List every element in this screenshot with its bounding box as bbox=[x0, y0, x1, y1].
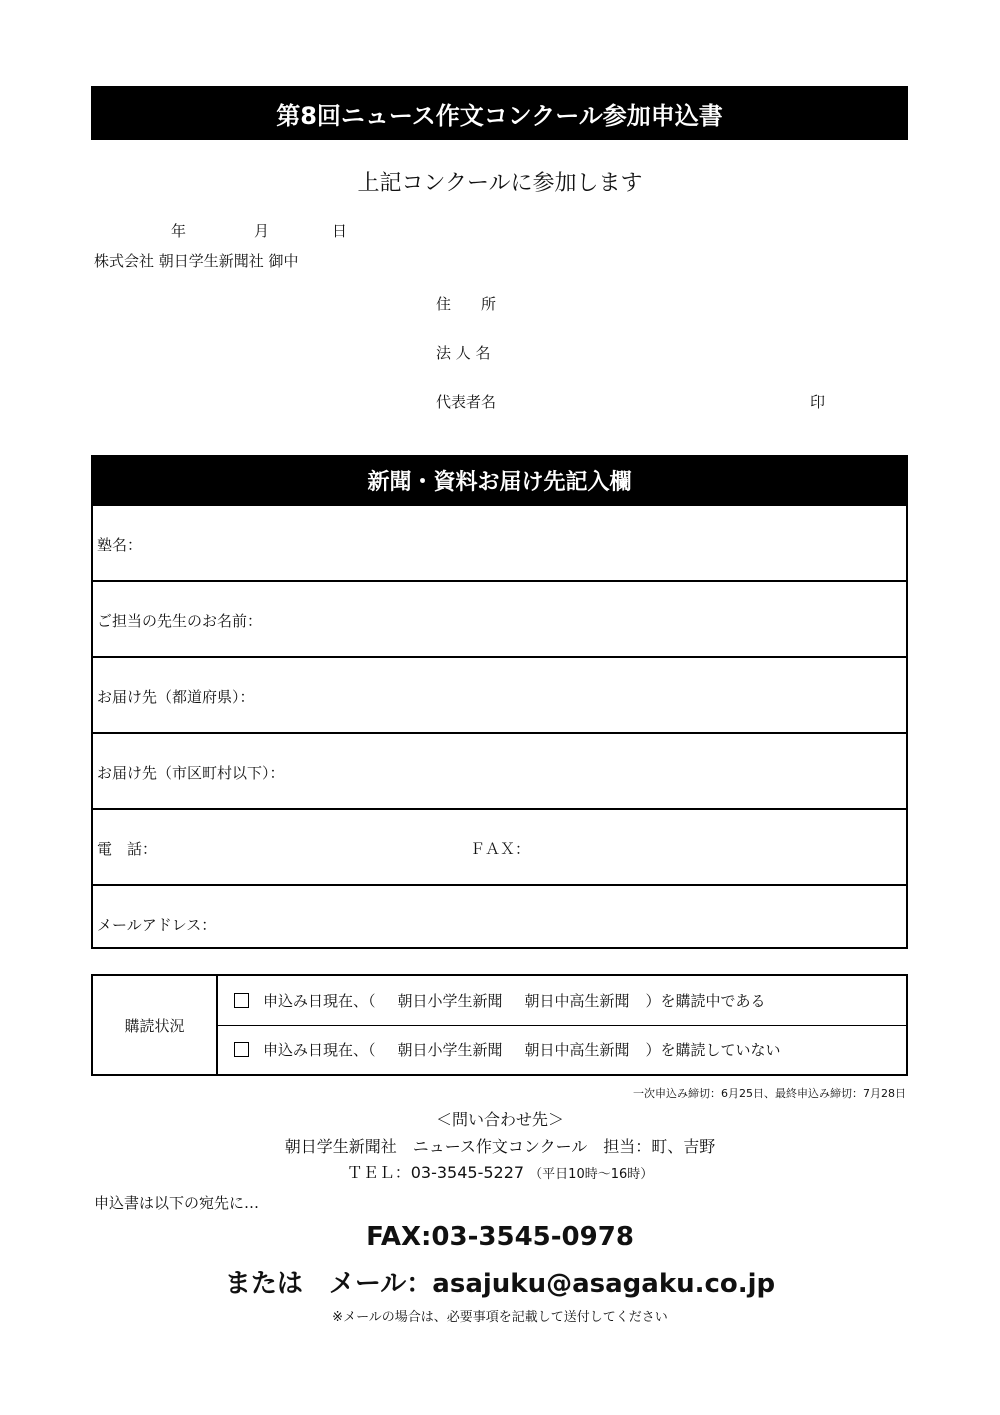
paper-secondary: 朝日中高生新聞 bbox=[524, 991, 630, 1010]
submission-lead: 申込書は以下の宛先に… bbox=[94, 1194, 260, 1212]
city-field[interactable] bbox=[93, 732, 906, 808]
addressee: 株式会社 朝日学生新聞社 御中 bbox=[94, 252, 299, 270]
corp-name-label: 法 人 名 bbox=[436, 344, 491, 362]
day-label: 日 bbox=[332, 222, 348, 240]
paper-elementary: 朝日小学生新聞 bbox=[397, 991, 503, 1010]
deadline-note: 一次申込み締切：6月25日、最終申込み締切：7月28日 bbox=[633, 1087, 906, 1100]
inquiry-contact: 朝日学生新聞社 ニュース作文コンクール 担当：町、吉野 bbox=[284, 1137, 716, 1156]
representative-label: 代表者名 bbox=[436, 393, 497, 411]
school-label: 塾名： bbox=[97, 536, 143, 554]
checkbox-icon[interactable] bbox=[234, 993, 249, 1008]
paper-elementary: 朝日小学生新聞 bbox=[397, 1041, 503, 1060]
inquiry-heading: ＜問い合わせ先＞ bbox=[435, 1110, 564, 1129]
prefecture-label: お届け先（都道府県）： bbox=[97, 688, 255, 706]
phone-fax-field[interactable] bbox=[93, 808, 906, 884]
subscription-label: 購読状況 bbox=[93, 976, 218, 1074]
school-field[interactable] bbox=[93, 504, 906, 580]
prefecture-field[interactable] bbox=[93, 656, 906, 732]
paper-secondary: 朝日中高生新聞 bbox=[524, 1041, 630, 1060]
teacher-label: ご担当の先生のお名前： bbox=[97, 612, 263, 630]
fax-label: ＦＡＸ： bbox=[470, 840, 531, 858]
option-suffix: ）を購読していない bbox=[645, 1041, 781, 1060]
city-label: お届け先（市区町村以下）： bbox=[97, 764, 285, 782]
delivery-header: 新聞・資料お届け先記入欄 bbox=[93, 457, 906, 504]
subscription-table bbox=[91, 974, 908, 1076]
month-label: 月 bbox=[254, 222, 270, 240]
email-destination[interactable]: または メール：asajuku@asagaku.co.jp bbox=[224, 1269, 776, 1299]
fax-destination: FAX:03-3545-0978 bbox=[366, 1222, 634, 1252]
date-row bbox=[0, 220, 400, 240]
address-label: 住 所 bbox=[436, 295, 497, 313]
year-label: 年 bbox=[171, 222, 187, 240]
form-subtitle: 上記コンクールに参加します bbox=[357, 171, 643, 196]
email-label: メールアドレス： bbox=[97, 916, 217, 934]
tel-number: ＴＥＬ：03-3545-5227 bbox=[346, 1163, 525, 1182]
email-note: ※メールの場合は、必要事項を記載して送付してください bbox=[332, 1310, 668, 1325]
tel-hours: （平日10時～16時） bbox=[529, 1167, 654, 1182]
option-text: 申込み日現在、（ bbox=[263, 991, 376, 1010]
option-suffix: ）を購読中である bbox=[645, 991, 766, 1010]
phone-label: 電 話： bbox=[97, 840, 158, 858]
subscription-option-not-subscribed[interactable] bbox=[218, 1025, 906, 1075]
option-text: 申込み日現在、（ bbox=[263, 1041, 376, 1060]
subscription-option-subscribed[interactable] bbox=[218, 976, 906, 1025]
email-field[interactable] bbox=[93, 884, 906, 960]
form-title: 第8回ニュース作文コンクール参加申込書 bbox=[91, 86, 908, 140]
checkbox-icon[interactable] bbox=[234, 1042, 249, 1057]
seal-label: 印 bbox=[810, 393, 826, 411]
delivery-form bbox=[91, 455, 908, 949]
teacher-field[interactable] bbox=[93, 580, 906, 656]
inquiry-tel bbox=[0, 1160, 1000, 1183]
